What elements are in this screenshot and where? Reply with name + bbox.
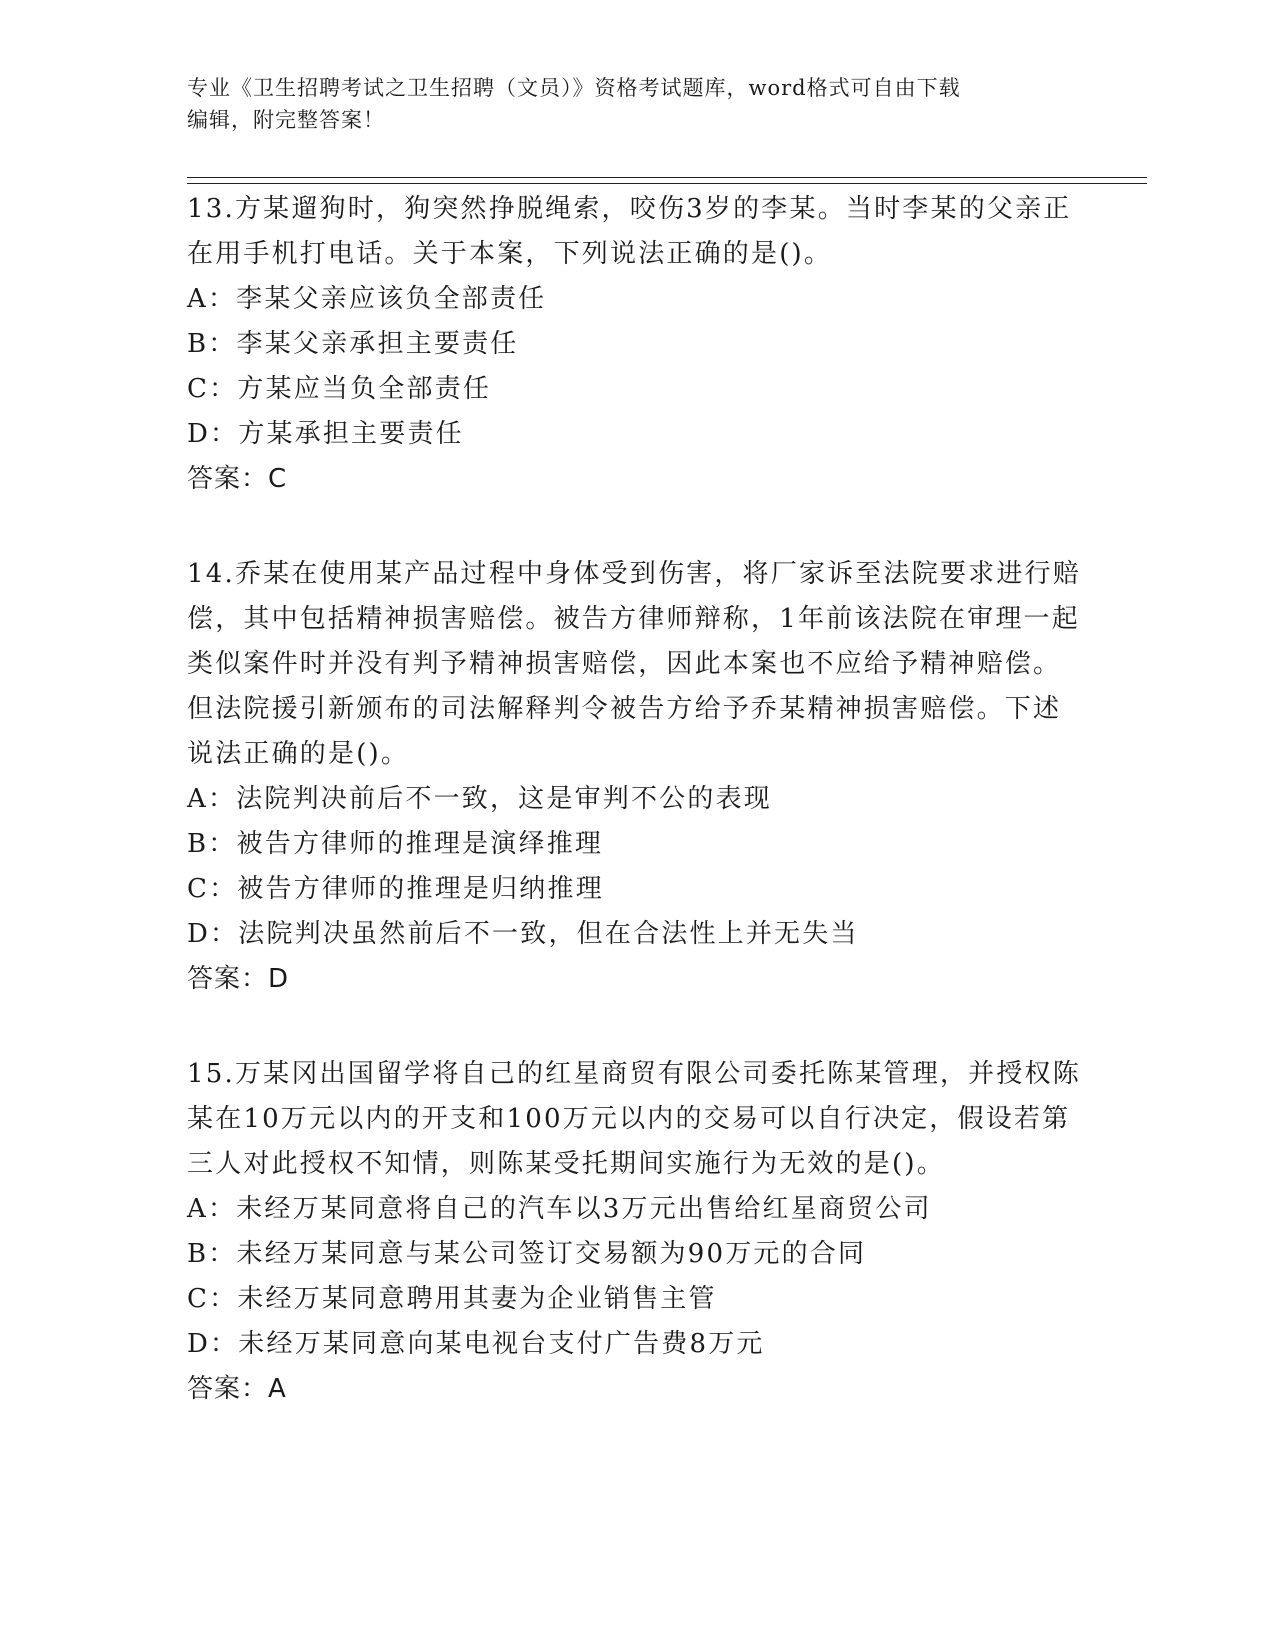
answer-line: 答案：D — [187, 964, 290, 994]
option-b: B：未经万某同意与某公司签订交易额为90万元的合同 — [187, 1239, 867, 1269]
header-divider-top — [187, 177, 1147, 178]
option-b: B：李某父亲承担主要责任 — [187, 329, 519, 359]
option-c: C：方某应当负全部责任 — [187, 374, 492, 404]
option-d: D：方某承担主要责任 — [187, 419, 464, 449]
option-d: D：法院判决虽然前后不一致，但在合法性上并无失当 — [187, 919, 859, 949]
document-header — [187, 72, 1087, 136]
question-15 — [187, 1052, 1087, 1412]
option-c: C：未经万某同意聘用其妻为企业销售主管 — [187, 1284, 717, 1314]
header-line-2: 编辑，附完整答案！ — [187, 108, 385, 132]
header-line-1: 专业《卫生招聘考试之卫生招聘（文员）》资格考试题库，word格式可自由下载 — [187, 76, 961, 100]
question-stem: 13.方某遛狗时，狗突然挣脱绳索，咬伤3岁的李某。当时李某的父亲正在用手机打电话。关于本案，下列说法正确的是()。 — [187, 194, 1072, 269]
option-d: D：未经万某同意向某电视台支付广告费8万元 — [187, 1329, 765, 1359]
answer-line: 答案：A — [187, 1374, 287, 1404]
question-14 — [187, 552, 1087, 1002]
question-13 — [187, 187, 1087, 502]
question-stem: 14.乔某在使用某产品过程中身体受到伤害，将厂家诉至法院要求进行赔偿，其中包括精神损害赔偿。被告方律师辩称，1年前该法院在审理一起类似案件时并没有判予精神损害赔偿，因此本案也不应给予精神赔偿。但法院援引新颁布的司法解释判令被告方给予乔某精神损害赔偿。下述说法正确的是()。 — [187, 559, 1081, 769]
option-a: A：李某父亲应该负全部责任 — [187, 284, 547, 314]
option-a: A：未经万某同意将自己的汽车以3万元出售给红星商贸公司 — [187, 1194, 932, 1224]
header-divider-bottom — [187, 183, 1147, 184]
option-a: A：法院判决前后不一致，这是审判不公的表现 — [187, 784, 772, 814]
answer-line: 答案：C — [187, 464, 288, 494]
option-c: C：被告方律师的推理是归纳推理 — [187, 874, 604, 904]
option-b: B：被告方律师的推理是演绎推理 — [187, 829, 604, 859]
question-stem: 15.万某冈出国留学将自己的红星商贸有限公司委托陈某管理，并授权陈某在10万元以内的开支和100万元以内的交易可以自行决定，假设若第三人对此授权不知情，则陈某受托期间实施行为无效的是()。 — [187, 1059, 1081, 1179]
